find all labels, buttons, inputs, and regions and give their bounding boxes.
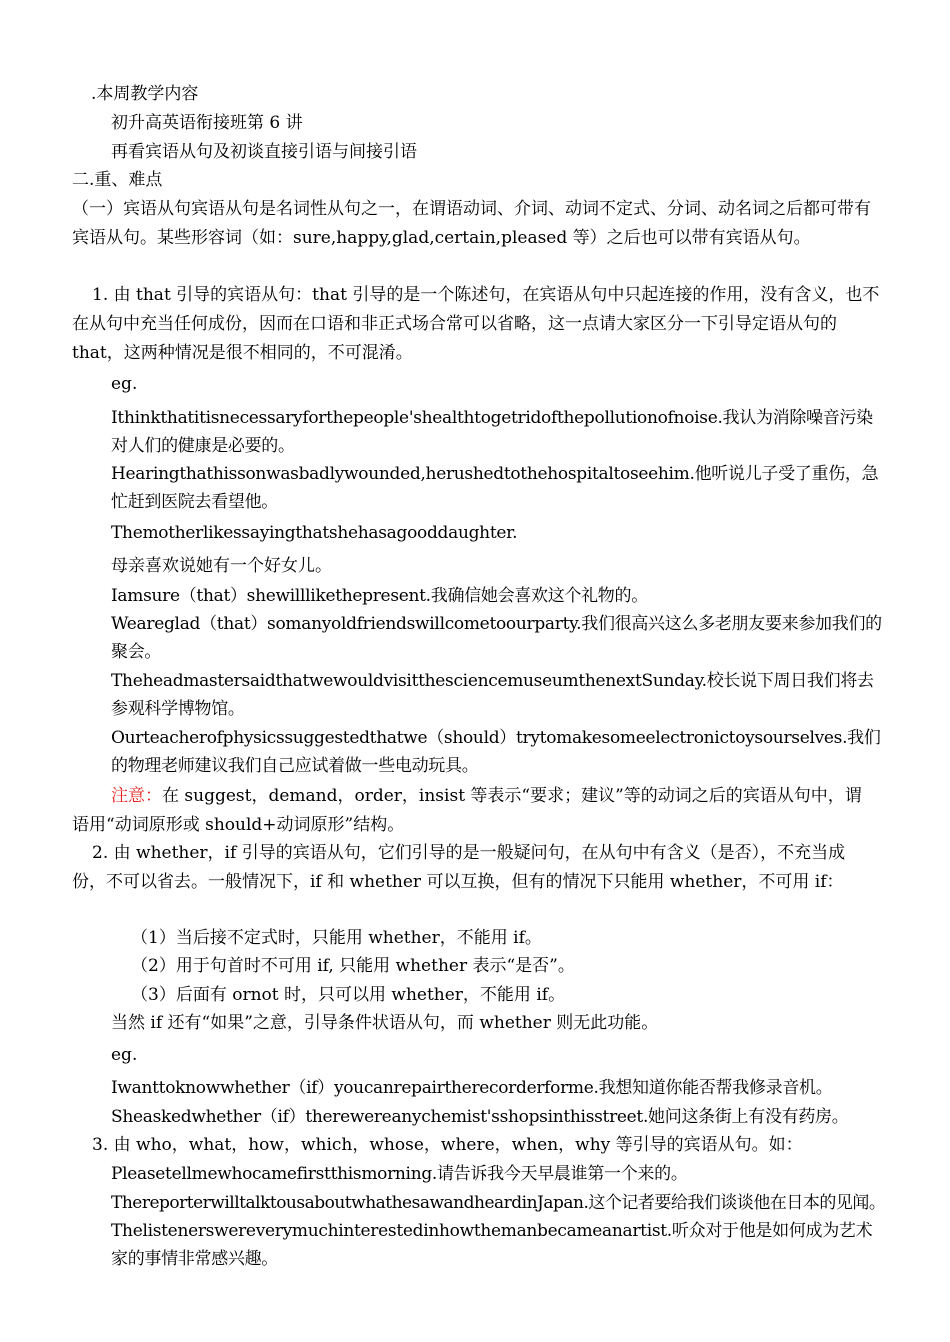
- example-sentence: Ourteacherofphysicssuggestedthatwe（should）trytomakesomeelectronictoysourselves.我们的物理老师建议我们自己应试着做一些电动玩具。: [111, 728, 881, 776]
- whether-note: 当然 if 还有“如果”之意，引导条件状语从句，而 whether 则无此功能。: [111, 1013, 659, 1033]
- example-sentence: Iwanttoknowwhether（if）youcanrepairtherecorderforme.我想知道你能否帮我修录音机。: [111, 1078, 833, 1098]
- section-one-heading: .本周教学内容: [91, 84, 199, 104]
- rule-item: （2）用于句首时不可用 if, 只能用 whether 表示“是否”。: [131, 956, 575, 976]
- point1-paragraph: 1. 由 that 引导的宾语从句：that 引导的是一个陈述句，在宾语从句中只起连接的作用，没有含义，也不在从句中充当任何成份，因而在口语和非正式场合常可以省略，这一点请大家区分一下引导定语从句的 that，这两种情况是很不相同的，不可混淆。: [72, 285, 880, 363]
- example-sentence: TheheadmastersaidthatwewouldvisitthesciencemuseumthenextSunday.校长说下周日我们将去参观科学博物馆。: [111, 671, 874, 719]
- rule-item: （3）后面有 ornot 时，只可以用 whether，不能用 if。: [131, 985, 566, 1005]
- note-text: 在 suggest，demand，order，insist 等表示“要求；建议”等的动词之后的宾语从句中，谓语用“动词原形或 should+动词原形”结构。: [72, 786, 862, 835]
- lesson-subtitle: 再看宾语从句及初谈直接引语与间接引语: [111, 142, 417, 162]
- example-sentence: Sheaskedwhether（if）therewereanychemist'sshopsinthisstreet.她问这条街上有没有药房。: [111, 1107, 849, 1127]
- example-sentence: ThereporterwilltalktousaboutwhathesawandheardinJapan.这个记者要给我们谈谈他在日本的见闻。: [111, 1193, 886, 1213]
- point2-eg-label: eg.: [111, 1045, 138, 1065]
- example-translation: 母亲喜欢说她有一个好女儿。: [111, 556, 332, 576]
- note-paragraph: [72, 782, 872, 840]
- lesson-title: 初升高英语衔接班第 6 讲: [111, 113, 303, 133]
- example-sentence: Weareglad（that）somanyoldfriendswillcometoourparty.我们很高兴这么多老朋友要来参加我们的聚会。: [111, 614, 882, 662]
- rule-item: （1）当后接不定式时，只能用 whether，不能用 if。: [131, 928, 542, 948]
- point1-eg-label: eg.: [111, 374, 138, 394]
- example-sentence: Thelistenerswereverymuchinterestedinhowthemanbecameanartist.听众对于他是如何成为艺术家的事情非常感兴趣。: [111, 1221, 873, 1269]
- point2-paragraph: 2. 由 whether，if 引导的宾语从句，它们引导的是一般疑问句，在从句中有含义（是否），不充当成份，不可以省去。一般情况下，if 和 whether 可以互换，但有的情况下只能用 whether，不可用 if：: [72, 843, 846, 892]
- note-label: 注意：: [111, 786, 162, 806]
- example-sentence: Iamsure（that）shewilllikethepresent.我确信她会喜欢这个礼物的。: [111, 586, 648, 606]
- intro-paragraph: （一）宾语从句宾语从句是名词性从句之一，在谓语动词、介词、动词不定式、分词、动名词之后都可带有宾语从句。某些形容词（如：sure,happy,glad,certain,pleased 等）之后也可以带有宾语从句。: [72, 199, 871, 248]
- example-sentence: Themotherlikessayingthatshehasagooddaughter.: [111, 523, 518, 543]
- example-sentence: Ithinkthatitisnecessaryforthepeople'shealthtogetridofthepollutionofnoise.我认为消除噪音污染对人们的健康是必要的。: [111, 408, 873, 456]
- section-two-heading: 二.重、难点: [72, 170, 163, 190]
- example-sentence: Pleasetellmewhocamefirstthismorning.请告诉我今天早晨谁第一个来的。: [111, 1164, 688, 1184]
- example-sentence: Hearingthathissonwasbadlywounded,herushedtothehospitaltoseehim.他听说儿子受了重伤，急忙赶到医院去看望他。: [111, 464, 879, 512]
- point3-heading: 3. 由 who，what，how，which，whose，where，when，why 等引导的宾语从句。如：: [92, 1135, 803, 1155]
